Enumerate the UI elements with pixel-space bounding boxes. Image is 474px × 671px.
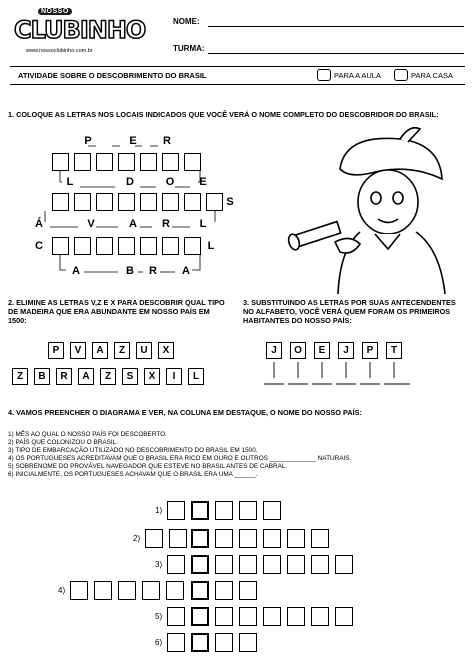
checkbox-casa[interactable]: [394, 69, 408, 81]
q3-letter-box: E: [314, 342, 330, 359]
crossword-cell[interactable]: [142, 581, 160, 600]
crossword-cell[interactable]: [239, 555, 257, 574]
crossword-cell[interactable]: [263, 501, 281, 520]
crossword-row-label: 3): [155, 560, 163, 569]
boy-with-telescope-illustration: [280, 124, 460, 294]
crossword-cell-highlight[interactable]: [191, 633, 209, 652]
q2-letter-box: I: [166, 368, 182, 385]
crossword-cell[interactable]: [287, 555, 305, 574]
crossword-cell[interactable]: [215, 501, 233, 520]
q3-answer-lines: [260, 360, 420, 388]
q1-letter: C: [35, 240, 43, 252]
crossword-cell[interactable]: [287, 529, 305, 548]
crossword-cell[interactable]: [167, 555, 185, 574]
crossword-cell[interactable]: [215, 607, 233, 626]
nome-line[interactable]: [208, 26, 464, 27]
q4-clue: 1) MÊS AO QUAL O NOSSO PAÍS FOI DESCOBERTO.: [8, 431, 167, 438]
crossword-cell[interactable]: [311, 607, 329, 626]
crossword-cell[interactable]: [287, 607, 305, 626]
q2-letter-box: Z: [12, 368, 28, 385]
q4-text: 4. VAMOS PREENCHER O DIAGRAMA E VER, NA COLUNA EM DESTAQUE, O NOME DO NOSSO PAÍS:: [8, 408, 362, 417]
q1-letter: R: [149, 265, 157, 277]
q2-letter-box: V: [70, 342, 86, 359]
q4-clues: [8, 431, 464, 479]
turma-line[interactable]: [208, 53, 464, 54]
nome-label: NOME:: [173, 17, 200, 26]
q1-letter: R: [162, 218, 170, 230]
crossword-cell[interactable]: [167, 501, 185, 520]
crossword-cell-highlight[interactable]: [191, 607, 209, 626]
q2-letter-box: S: [122, 368, 138, 385]
q2-text: 2. ELIMINE AS LETRAS V,Z E X PARA DESCOBRIR QUAL TIPO DE MADEIRA QUE ERA ABUNDANTE EM NOSSO PAÍS EM 1500:: [8, 298, 225, 325]
q3-letter-box: T: [386, 342, 402, 359]
q1-letter: L: [66, 176, 74, 188]
crossword-cell-highlight[interactable]: [191, 555, 209, 574]
crossword-cell[interactable]: [335, 555, 353, 574]
crossword-cell[interactable]: [263, 555, 281, 574]
q3-letter-box: J: [338, 342, 354, 359]
q4-clue: 2) PAÍS QUE COLONIZOU O BRASIL.: [8, 439, 118, 446]
logo-top-text: NOSSO: [38, 8, 72, 15]
crossword-cell[interactable]: [166, 581, 184, 600]
q2-letter-box: L: [188, 368, 204, 385]
crossword-cell[interactable]: [94, 581, 112, 600]
q4-clue: 3) TIPO DE EMBARCAÇÃO UTILIZADO NO DESCOBRIMENTO DO BRASIL EM 1500.: [8, 447, 258, 454]
q2-letter-box: P: [48, 342, 64, 359]
q4-clue: 6) INICIALMENTE, OS PORTUGUESES ACHAVAM QUE O BRASIL ERA UMA ______.: [8, 471, 258, 478]
q1-letter: L: [199, 218, 207, 230]
q2-letter-box: X: [144, 368, 160, 385]
crossword-cell[interactable]: [239, 529, 257, 548]
crossword-row-label: 6): [155, 638, 163, 647]
q3-letter-box: J: [266, 342, 282, 359]
crossword-row-label: 5): [155, 612, 163, 621]
q2-letter-box: Z: [100, 368, 116, 385]
q2-letter-box: B: [34, 368, 50, 385]
q3-letter-box: P: [362, 342, 378, 359]
crossword-cell[interactable]: [70, 581, 88, 600]
activity-title: ATIVIDADE SOBRE O DESCOBRIMENTO DO BRASIL: [18, 71, 207, 80]
q1-text: 1. COLOQUE AS LETRAS NOS LOCAIS INDICADOS QUE VOCÊ VERÁ O NOME COMPLETO DO DESCOBRIDOR DO BRASIL:: [8, 110, 439, 119]
q1-letter: A: [72, 265, 80, 277]
crossword-cell[interactable]: [311, 555, 329, 574]
crossword-cell[interactable]: [239, 581, 257, 600]
logo-url: www.nossoclubinho.com.br: [26, 48, 93, 54]
option-aula-label: PARA A AULA: [334, 71, 381, 80]
crossword-cell[interactable]: [215, 555, 233, 574]
q2-letter-box: A: [92, 342, 108, 359]
q2-letter-box: Z: [114, 342, 130, 359]
option-casa-label: PARA CASA: [411, 71, 453, 80]
crossword-cell-highlight[interactable]: [191, 581, 209, 600]
crossword-cell[interactable]: [263, 607, 281, 626]
crossword-cell[interactable]: [215, 633, 233, 652]
q2-letter-box: X: [158, 342, 174, 359]
q3-text: 3. SUBSTITUINDO AS LETRAS POR SUAS ANTECENDENTES NO ALFABETO, VOCÊ VERÁ QUEM FORAM OS PRIMEIROS HABITANTES DO NOSSO PAÍS:: [243, 298, 456, 325]
q1-letter: E: [199, 176, 207, 188]
crossword-cell[interactable]: [239, 633, 257, 652]
q1-letter: O: [165, 176, 175, 188]
q1-letter: L: [207, 240, 215, 252]
crossword-cell[interactable]: [145, 529, 163, 548]
q2-letter-box: R: [56, 368, 72, 385]
crossword-cell[interactable]: [239, 501, 257, 520]
q1-letter: A: [129, 218, 137, 230]
q4-clue: 4) OS PORTUGUESES ACREDITAVAM QUE O BRASIL ERA RICO EM OURO E OUTROS _____________ NATURAIS.: [8, 455, 352, 462]
q1-letter: D: [126, 176, 134, 188]
crossword-cell[interactable]: [335, 607, 353, 626]
crossword-cell[interactable]: [215, 529, 233, 548]
q1-arrows: [0, 0, 240, 290]
q3-letter-box: O: [290, 342, 306, 359]
crossword-cell[interactable]: [311, 529, 329, 548]
crossword-row-label: 4): [58, 586, 66, 595]
crossword-cell-highlight[interactable]: [191, 501, 209, 520]
q1-letter: E: [129, 135, 137, 147]
crossword-cell-highlight[interactable]: [191, 529, 209, 548]
turma-label: TURMA:: [173, 44, 205, 53]
q2-letter-box: U: [136, 342, 152, 359]
logo-main-text: CLUBINHO: [14, 16, 146, 44]
q1-letter: P: [84, 135, 92, 147]
crossword-cell[interactable]: [167, 607, 185, 626]
crossword-row-label: 2): [133, 534, 141, 543]
q1-letter: V: [87, 218, 95, 230]
checkbox-aula[interactable]: [317, 69, 331, 81]
q1-puzzle: [0, 0, 240, 300]
q1-letter: Á: [35, 218, 43, 230]
crossword-cell[interactable]: [239, 607, 257, 626]
crossword-cell[interactable]: [169, 529, 187, 548]
q1-letter: R: [163, 135, 171, 147]
crossword-cell[interactable]: [263, 529, 281, 548]
q4-clue: 5) SOBRENOME DO PROVÁVEL NAVEGADOR QUE ESTEVE NO BRASIL ANTES DE CABRAL.: [8, 463, 288, 470]
crossword-cell[interactable]: [118, 581, 136, 600]
q1-letter: B: [126, 265, 134, 277]
crossword-row-label: 1): [155, 506, 163, 515]
q1-letter: A: [182, 265, 190, 277]
crossword-cell[interactable]: [215, 581, 233, 600]
q1-letter: S: [226, 196, 234, 208]
crossword-cell[interactable]: [167, 633, 185, 652]
q2-letter-box: A: [78, 368, 94, 385]
